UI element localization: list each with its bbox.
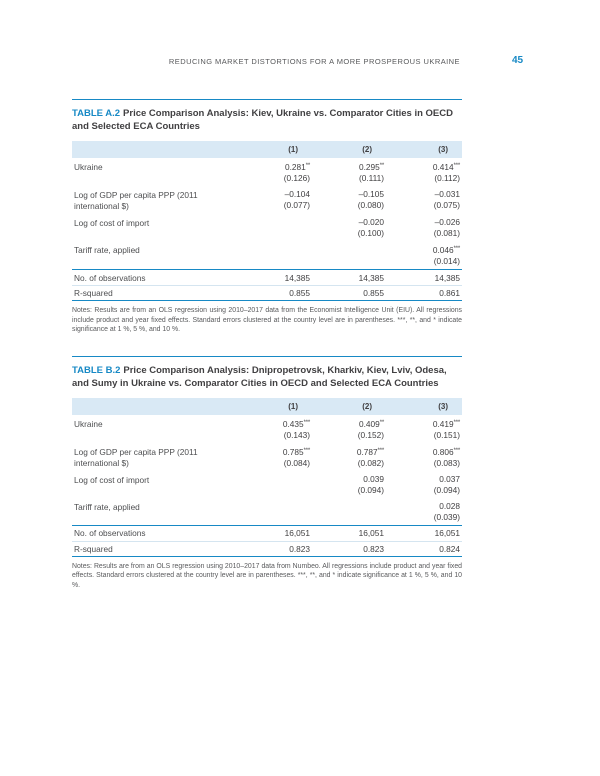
- significance-stars: ***: [303, 447, 310, 454]
- coefficient-value: –0.026: [434, 217, 460, 227]
- coefficient-value: 0.028: [439, 500, 460, 511]
- stat-label: No. of observations: [74, 528, 146, 539]
- coefficient-value: –0.020: [358, 217, 384, 227]
- coefficient-value: 0.419***: [432, 418, 460, 429]
- table-title-text: Price Comparison Analysis: Dnipropetrovsk, Kharkiv, Kiev, Lviv, Odesa, and Sumy in Ukraine vs. Comparator Cities in OECD and Selected ECA Countries: [72, 364, 447, 389]
- running-head: REDUCING MARKET DISTORTIONS FOR A MORE PROSPEROUS UKRAINE: [168, 57, 460, 66]
- stat-value: 14,385: [358, 272, 384, 283]
- column-header: (2): [362, 145, 372, 154]
- standard-error: (0.094): [357, 484, 384, 495]
- coefficient-value: –0.104: [284, 189, 310, 199]
- coef-cell: [386, 161, 462, 184]
- standard-error: (0.014): [433, 256, 460, 266]
- column-header: (2): [362, 401, 372, 411]
- coef-cell: [238, 446, 312, 469]
- row-label: Ukraine: [74, 418, 103, 429]
- coef-cell: [386, 446, 462, 469]
- standard-error: (0.151): [433, 429, 460, 440]
- coefficient-value: 0.281**: [284, 162, 310, 172]
- coefficient-value: 0.046***: [432, 245, 460, 255]
- table-label: TABLE B.2: [72, 364, 121, 376]
- stat-value: 16,051: [284, 528, 310, 539]
- coef-cell: [312, 189, 386, 212]
- table-label: TABLE A.2: [72, 108, 121, 119]
- coef-cell: [238, 501, 312, 523]
- standard-error: (0.111): [358, 173, 384, 183]
- standard-error: (0.126): [283, 173, 310, 183]
- row-label: Log of GDP per capita PPP (2011 international $): [74, 446, 198, 468]
- standard-error: (0.100): [357, 228, 384, 238]
- coef-cell: [238, 244, 312, 267]
- stat-label: R-squared: [74, 543, 113, 554]
- coefficient-value: 0.295**: [358, 162, 384, 172]
- standard-error: (0.081): [433, 228, 460, 238]
- column-header-band: [72, 141, 462, 158]
- coef-row: [72, 241, 462, 269]
- page-content: [72, 99, 462, 591]
- standard-error: (0.082): [357, 457, 384, 468]
- stat-label: No. of observations: [74, 272, 146, 283]
- column-header: (1): [288, 145, 298, 154]
- coef-cell: [312, 418, 386, 441]
- stat-row: [72, 270, 462, 285]
- table-top-rule: [72, 356, 462, 357]
- stat-row: [72, 541, 462, 556]
- column-header: (3): [438, 401, 448, 411]
- coefficient-value: 0.409**: [358, 418, 384, 429]
- row-label: Log of GDP per capita PPP (2011 international $): [74, 190, 198, 211]
- stat-value: 14,385: [284, 272, 310, 283]
- stat-value: 16,051: [434, 528, 460, 539]
- significance-stars: **: [379, 419, 384, 426]
- coefficient-value: –0.031: [434, 189, 460, 199]
- standard-error: (0.039): [433, 511, 460, 522]
- coefficient-value: 0.039: [363, 473, 384, 484]
- stat-value: 0.823: [289, 543, 310, 554]
- stat-value: 14,385: [434, 272, 460, 283]
- table-a2: [72, 99, 462, 335]
- coef-cell: [312, 446, 386, 469]
- coef-row: [72, 186, 462, 214]
- coef-cell: [312, 161, 386, 184]
- stat-value: 0.861: [439, 288, 460, 298]
- coef-cell: [238, 474, 312, 496]
- column-header: (1): [288, 401, 298, 411]
- coef-cell: [312, 217, 386, 239]
- stat-value: 0.855: [363, 288, 384, 298]
- coefficient-value: 0.787***: [356, 446, 384, 457]
- coefficient-value: –0.105: [358, 189, 384, 199]
- page-number: 45: [512, 55, 524, 66]
- stat-value: 0.855: [289, 288, 310, 298]
- coefficient-value: 0.414***: [432, 162, 460, 172]
- column-header: (3): [438, 145, 448, 154]
- coef-row: [72, 471, 462, 498]
- coef-cell: [386, 189, 462, 212]
- stat-value: 0.823: [363, 543, 384, 554]
- significance-stars: ***: [453, 447, 460, 454]
- coef-cell: [386, 217, 462, 239]
- row-label: Tariff rate, applied: [74, 245, 140, 255]
- stat-row: [72, 285, 462, 300]
- table-top-rule: [72, 99, 462, 100]
- coef-cell: [238, 217, 312, 239]
- coef-cell: [312, 501, 386, 523]
- row-label: Log of cost of import: [74, 218, 150, 228]
- standard-error: (0.077): [283, 200, 310, 210]
- coefficient-value: 0.435***: [282, 418, 310, 429]
- stats-rows: [72, 269, 462, 301]
- stats-rows: [72, 525, 462, 557]
- table-b2: [72, 356, 462, 591]
- coef-cell: [386, 474, 462, 496]
- coef-cell: [238, 418, 312, 441]
- significance-stars: **: [379, 163, 384, 169]
- coef-row: [72, 214, 462, 241]
- significance-stars: ***: [453, 419, 460, 426]
- row-label: Tariff rate, applied: [74, 501, 140, 512]
- coef-cell: [238, 161, 312, 184]
- stat-row: [72, 526, 462, 541]
- coef-row: [72, 443, 462, 471]
- coefficient-value: 0.037: [439, 473, 460, 484]
- standard-error: (0.112): [434, 173, 460, 183]
- row-label: Log of cost of import: [74, 474, 150, 485]
- coefficient-value: 0.785***: [282, 446, 310, 457]
- stat-value: 0.824: [439, 543, 460, 554]
- coef-row: [72, 415, 462, 443]
- table-notes: Notes: Results are from an OLS regression using 2010–2017 data from the Economist Intelligence Unit (EIU). All regressions include product and year fixed effects. Standard errors clustered at the country level are in parentheses. ***, **, and * indicate significance at 1 %, 5 %, and 10 %.: [72, 307, 462, 334]
- coef-cell: [386, 501, 462, 523]
- coef-row: [72, 158, 462, 186]
- coef-cell: [386, 418, 462, 441]
- table-title-text: Price Comparison Analysis: Kiev, Ukraine vs. Comparator Cities in OECD and Selected ECA Countries: [72, 108, 453, 132]
- standard-error: (0.152): [357, 429, 384, 440]
- coef-rows: [72, 415, 462, 525]
- standard-error: (0.080): [357, 200, 384, 210]
- row-label: Ukraine: [74, 162, 103, 172]
- coef-rows: [72, 158, 462, 269]
- significance-stars: ***: [453, 246, 460, 252]
- significance-stars: **: [305, 163, 310, 169]
- table-title: [72, 107, 462, 133]
- column-header-band: [72, 398, 462, 415]
- significance-stars: ***: [377, 447, 384, 454]
- coef-cell: [386, 244, 462, 267]
- stat-label: R-squared: [74, 288, 113, 298]
- stat-value: 16,051: [358, 528, 384, 539]
- coef-cell: [312, 244, 386, 267]
- standard-error: (0.143): [283, 429, 310, 440]
- significance-stars: ***: [453, 163, 460, 169]
- standard-error: (0.083): [433, 457, 460, 468]
- significance-stars: ***: [303, 419, 310, 426]
- coef-cell: [238, 189, 312, 212]
- standard-error: (0.084): [283, 457, 310, 468]
- coef-row: [72, 498, 462, 525]
- coefficient-value: 0.806***: [432, 446, 460, 457]
- table-notes: Notes: Results are from an OLS regression using 2010–2017 data from Numbeo. All regressions include product and year fixed effects. Standard errors clustered at the country level are in parentheses. ***, **, and * indicate significance at 1 %, 5 %, and 10 %.: [72, 562, 462, 589]
- standard-error: (0.094): [433, 484, 460, 495]
- standard-error: (0.075): [433, 200, 460, 210]
- table-title: [72, 364, 462, 390]
- coef-cell: [312, 474, 386, 496]
